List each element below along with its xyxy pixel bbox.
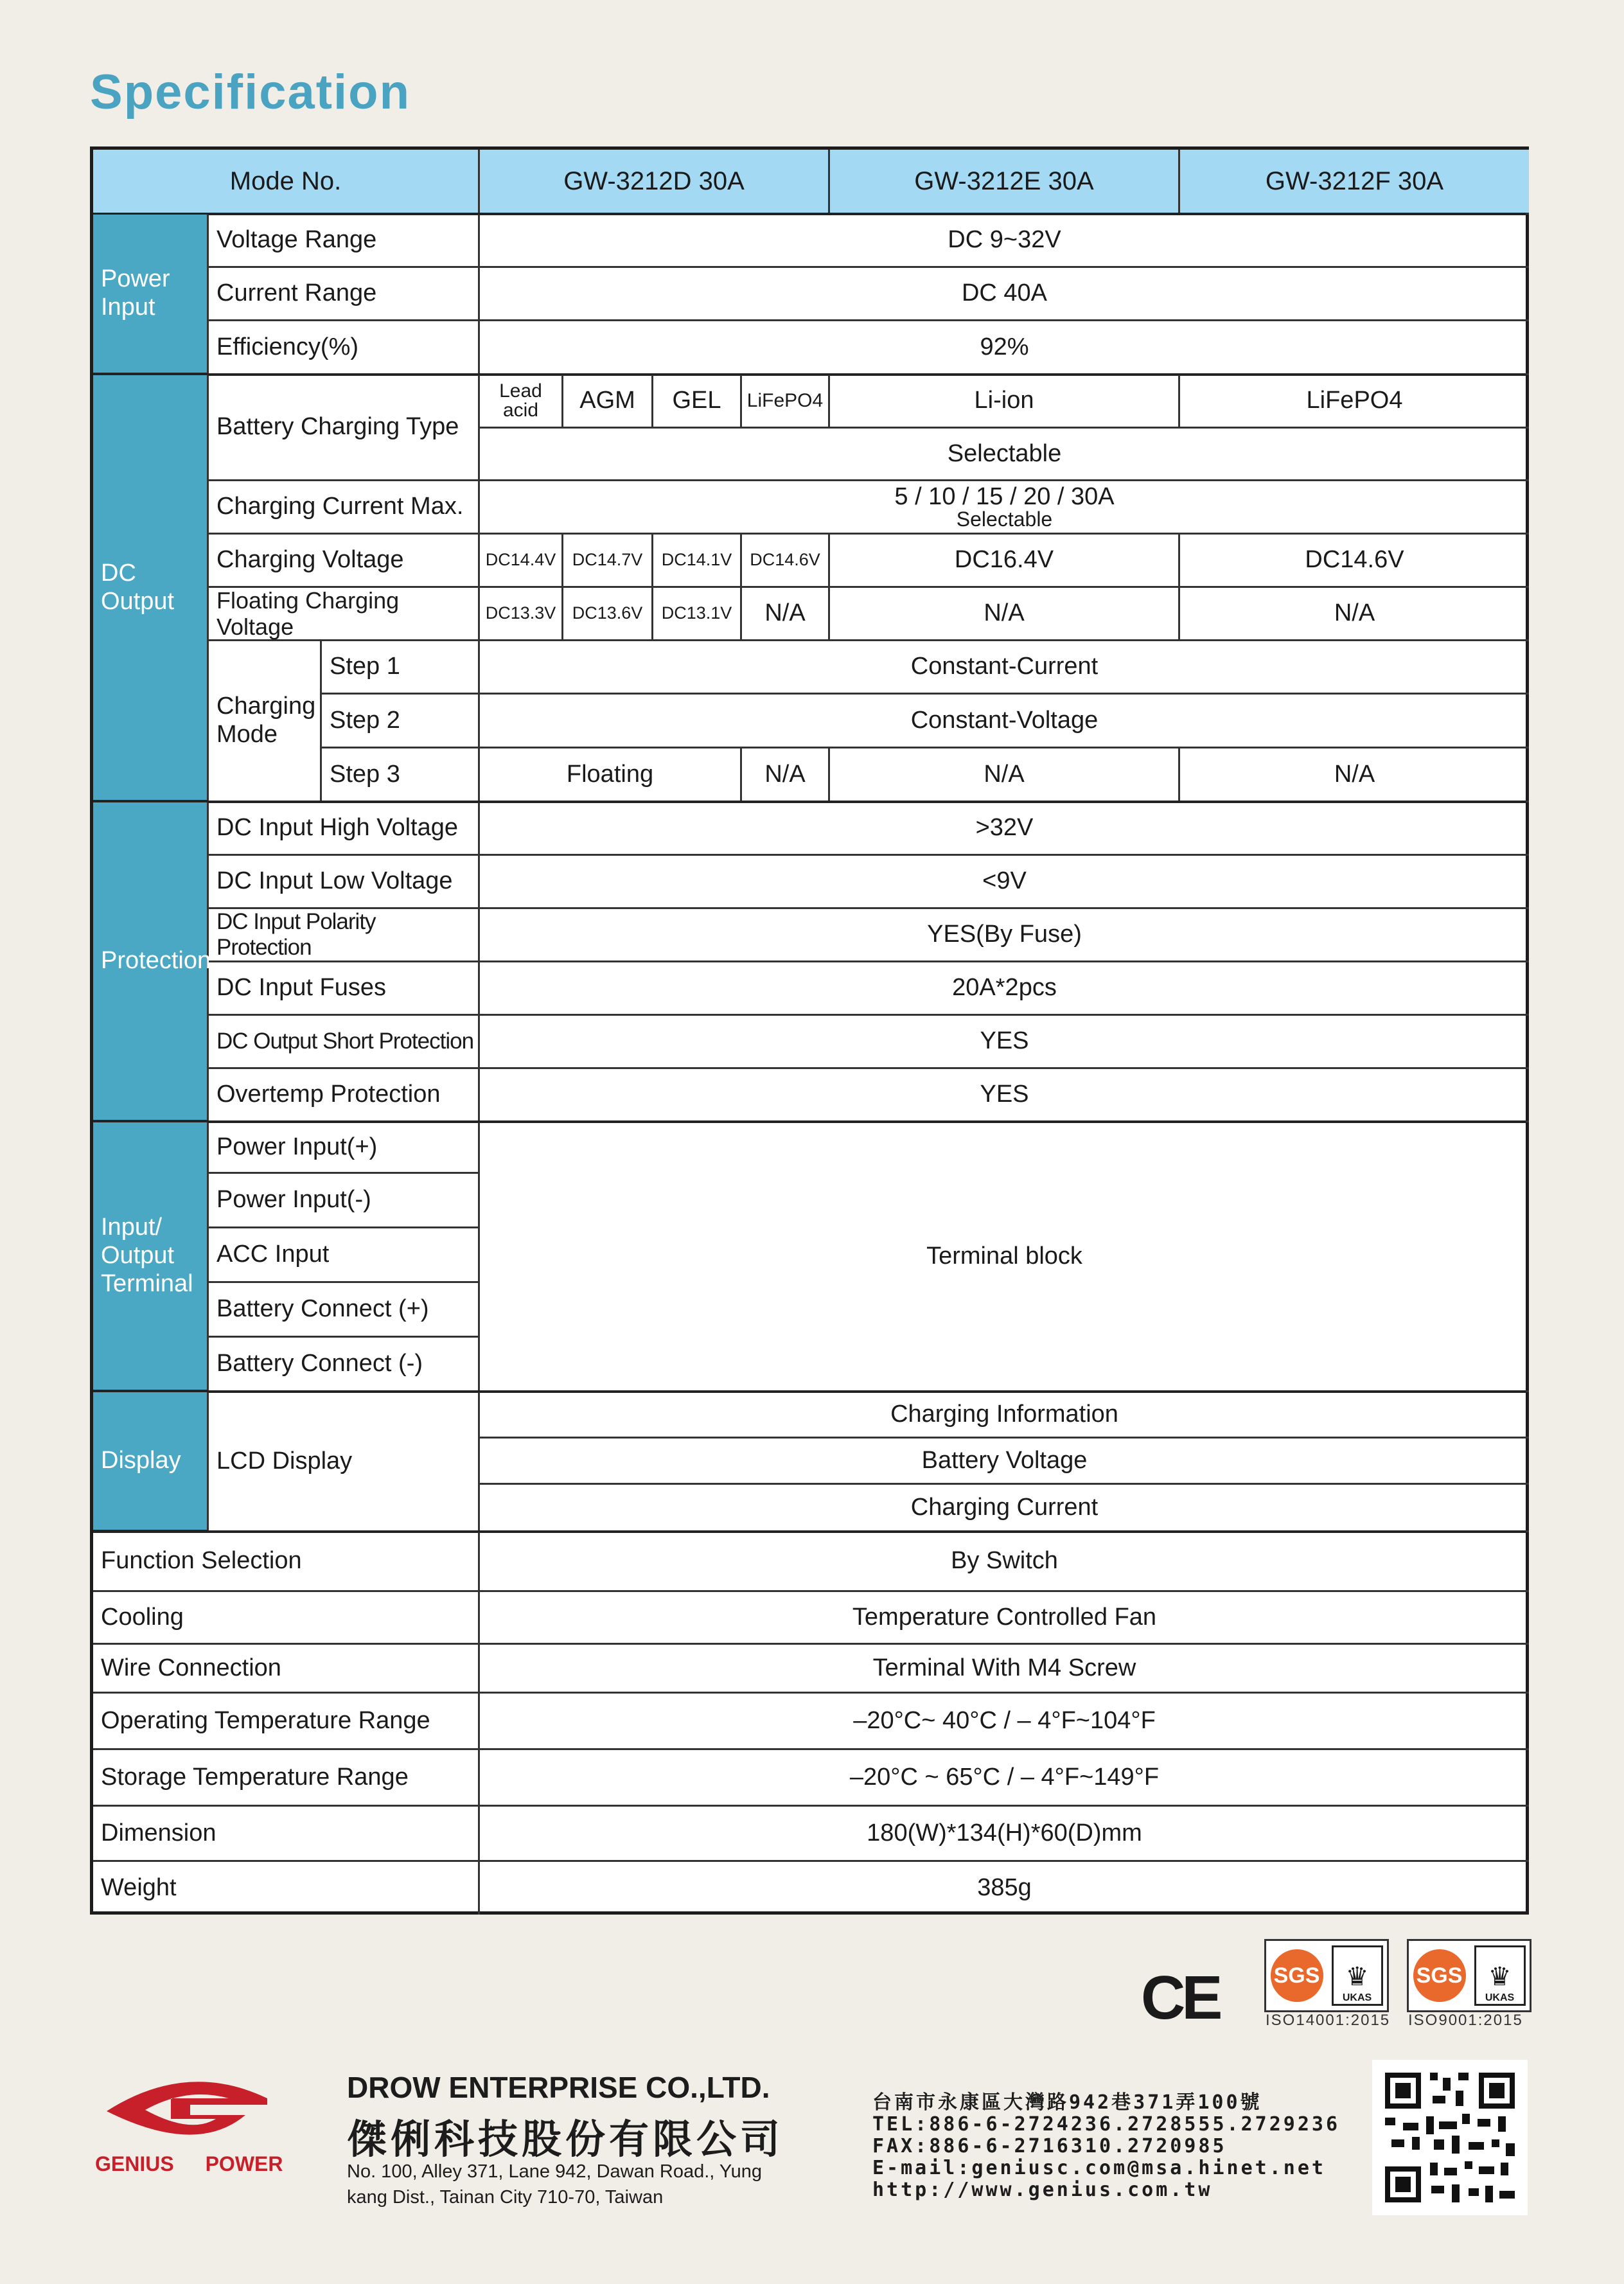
iso9001-label: ISO9001:2015 xyxy=(1408,2012,1523,2029)
model-label: Mode No. xyxy=(93,150,480,215)
type-gel: GEL xyxy=(653,375,742,429)
protection-value: >32V xyxy=(480,802,1529,856)
floating-voltage-li-ion: N/A xyxy=(830,588,1180,641)
wire-connection-value: Terminal With M4 Screw xyxy=(480,1645,1529,1694)
email-link[interactable]: E-mail:geniusc.com@msa.hinet.net xyxy=(872,2157,1326,2179)
efficiency-label: Efficiency(%) xyxy=(209,321,480,375)
battery-type-label: Battery Charging Type xyxy=(209,375,480,481)
category-terminal: Input/ Output Terminal xyxy=(93,1122,209,1392)
category-display: Display xyxy=(93,1392,209,1532)
dimension-label: Dimension xyxy=(93,1807,480,1862)
current-range-label: Current Range xyxy=(209,268,480,321)
category-dc-output: DC Output xyxy=(93,375,209,802)
charging-voltage-f: DC14.6V xyxy=(1180,535,1529,588)
brand-name: GENIUS POWER xyxy=(95,2152,283,2175)
sgs-icon: SGS xyxy=(1271,1949,1323,2002)
qr-code-icon xyxy=(1372,2060,1528,2215)
protection-value: 20A*2pcs xyxy=(480,962,1529,1016)
step2-label: Step 2 xyxy=(322,695,480,748)
iso14001-label: ISO14001:2015 xyxy=(1266,2012,1391,2029)
step2-value: Constant-Voltage xyxy=(480,695,1529,748)
dimension-value: 180(W)*134(H)*60(D)mm xyxy=(480,1807,1529,1862)
model-d: GW-3212D 30A xyxy=(480,150,830,215)
page-title: Specification xyxy=(90,65,410,120)
step3-f: N/A xyxy=(1180,748,1529,802)
iso14001-badge xyxy=(1264,1939,1389,2012)
protection-label: DC Input Polarity Protection xyxy=(209,909,480,962)
step3-lifepo4: N/A xyxy=(742,748,830,802)
weight-value: 385g xyxy=(977,1874,1032,1902)
sgs-icon: SGS xyxy=(1413,1949,1466,2002)
operating-temp-value: –20°C~ 40°C / – 4°F~104°F xyxy=(480,1694,1529,1750)
fax: FAX:886-6-2716310.2720985 xyxy=(872,2135,1227,2157)
type-lifepo4-f: LiFePO4 xyxy=(1180,375,1529,429)
type-lead-acid: Lead acid xyxy=(480,375,563,429)
cooling-label: Cooling xyxy=(93,1592,480,1645)
type-agm: AGM xyxy=(563,375,653,429)
tel: TEL:886-6-2724236.2728555.2729236 xyxy=(872,2113,1341,2136)
spec-table xyxy=(90,146,1529,1915)
floating-voltage-gel: DC13.1V xyxy=(653,588,742,641)
step3-floating: Floating xyxy=(480,748,742,802)
contact-block xyxy=(872,2092,1340,2201)
floating-voltage-lifepo4: N/A xyxy=(742,588,830,641)
step1-label: Step 1 xyxy=(322,641,480,695)
type-li-ion: Li-ion xyxy=(830,375,1180,429)
charging-voltage-agm: DC14.7V xyxy=(563,535,653,588)
charging-current-cell xyxy=(480,481,1529,535)
terminal-row: Power Input(+) xyxy=(209,1122,480,1174)
company-name-en: DROW ENTERPRISE CO.,LTD. xyxy=(347,2071,770,2104)
charging-voltage-gel: DC14.1V xyxy=(653,535,742,588)
function-selection-value: By Switch xyxy=(480,1532,1529,1592)
protection-value: YES xyxy=(480,1069,1529,1122)
terminal-row: Battery Connect (-) xyxy=(209,1338,480,1392)
protection-label: DC Input Fuses xyxy=(209,962,480,1016)
charging-voltage-li-ion: DC16.4V xyxy=(830,535,1180,588)
step3-li-ion: N/A xyxy=(830,748,1180,802)
category-protection: Protection xyxy=(93,802,209,1122)
charging-current-value: 5 / 10 / 15 / 20 / 30A xyxy=(894,483,1115,510)
genius-power-logo xyxy=(94,2073,280,2153)
model-e: GW-3212E 30A xyxy=(830,150,1180,215)
terminal-value: Terminal block xyxy=(480,1122,1529,1392)
protection-label: DC Input High Voltage xyxy=(209,802,480,856)
iso9001-badge xyxy=(1407,1939,1531,2012)
company-name-zh: 傑俐科技股份有限公司 xyxy=(347,2118,784,2162)
function-selection-label: Function Selection xyxy=(93,1532,480,1592)
voltage-range-value: DC 9~32V xyxy=(480,215,1529,268)
protection-label: DC Output Short Protection xyxy=(209,1016,480,1069)
terminal-row: Battery Connect (+) xyxy=(209,1283,480,1338)
address-zh: 台南市永康區大灣路942巷371弄100號 xyxy=(872,2091,1262,2114)
storage-temp-label: Storage Temperature Range xyxy=(93,1750,480,1807)
charging-mode-label: Charging Mode xyxy=(209,641,322,802)
floating-voltage-lead: DC13.3V xyxy=(480,588,563,641)
current-range-value: DC 40A xyxy=(480,268,1529,321)
address-en: No. 100, Alley 371, Lane 942, Dawan Road., Yung kang Dist., Tainan City 710-70, Taiwan xyxy=(347,2161,763,2208)
cooling-value: Temperature Controlled Fan xyxy=(480,1592,1529,1645)
protection-label: Overtemp Protection xyxy=(209,1069,480,1122)
model-f: GW-3212F 30A xyxy=(1180,150,1529,215)
storage-temp-value: –20°C ~ 65°C / – 4°F~149°F xyxy=(480,1750,1529,1807)
ukas-icon: ♛ UKAS xyxy=(1332,1945,1383,2006)
display-value: Battery Voltage xyxy=(480,1439,1529,1485)
charging-voltage-lifepo4: DC14.6V xyxy=(742,535,830,588)
terminal-row: Power Input(-) xyxy=(209,1174,480,1228)
charging-voltage-lead: DC14.4V xyxy=(480,535,563,588)
battery-type-selectable: Selectable xyxy=(480,429,1529,481)
charging-current-label: Charging Current Max. xyxy=(209,481,480,535)
weight-label: Weight xyxy=(93,1862,480,1915)
operating-temp-label: Operating Temperature Range xyxy=(93,1694,480,1750)
type-lifepo4-d: LiFePO4 xyxy=(742,375,830,429)
floating-voltage-label: Floating Charging Voltage xyxy=(209,588,480,641)
protection-label: DC Input Low Voltage xyxy=(209,856,480,909)
floating-voltage-f: N/A xyxy=(1180,588,1529,641)
protection-value: <9V xyxy=(480,856,1529,909)
lcd-display-label: LCD Display xyxy=(209,1392,480,1532)
charging-current-note: Selectable xyxy=(956,508,1053,531)
step3-label: Step 3 xyxy=(322,748,480,802)
display-value: Charging Information xyxy=(480,1392,1529,1439)
terminal-row: ACC Input xyxy=(209,1228,480,1283)
ce-mark: CE xyxy=(1141,1963,1219,2032)
display-value: Charging Current xyxy=(480,1485,1529,1532)
category-power-input: Power Input xyxy=(93,215,209,375)
website-link[interactable]: http://www.genius.com.tw xyxy=(872,2179,1213,2201)
protection-value: YES xyxy=(480,1016,1529,1069)
step1-value: Constant-Current xyxy=(480,641,1529,695)
voltage-range-label: Voltage Range xyxy=(209,215,480,268)
ukas-icon: ♛ UKAS xyxy=(1474,1945,1526,2006)
efficiency-value: 92% xyxy=(480,321,1529,375)
wire-connection-label: Wire Connection xyxy=(93,1645,480,1694)
protection-value: YES(By Fuse) xyxy=(480,909,1529,962)
charging-voltage-label: Charging Voltage xyxy=(209,535,480,588)
floating-voltage-agm: DC13.6V xyxy=(563,588,653,641)
